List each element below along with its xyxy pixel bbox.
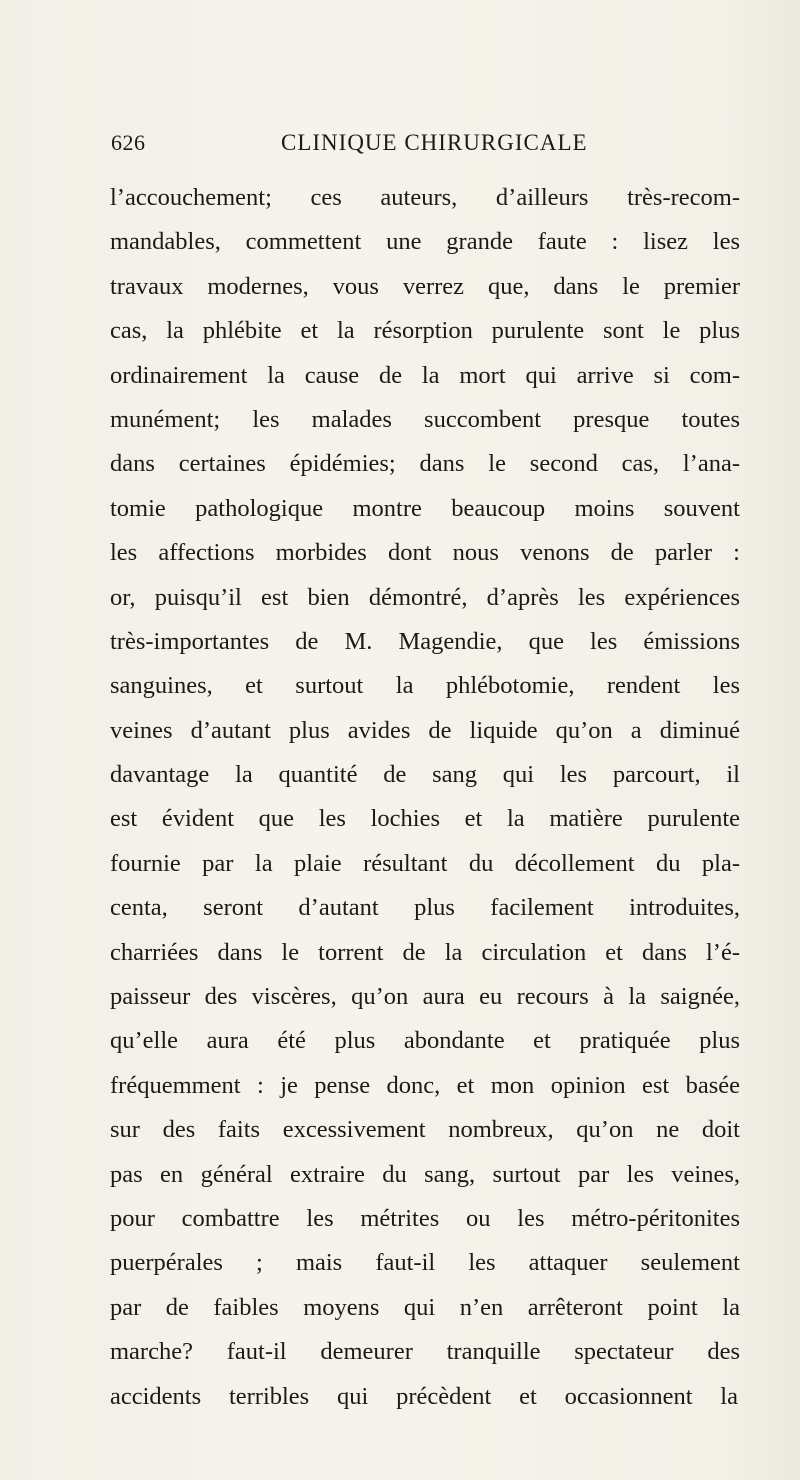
- text-line: est évident que les lochies et la matière purulente: [110, 805, 740, 833]
- text-line: tomie pathologique montre beaucoup moins souvent: [110, 494, 740, 522]
- text-line: marche? faut-il demeurer tranquille spectateur des: [110, 1338, 740, 1366]
- text-line: davantage la quantité de sang qui les parcourt, il: [110, 761, 740, 789]
- text-line: munément; les malades succombent presque toutes: [110, 405, 740, 433]
- body-text: [110, 176, 750, 1419]
- text-line: très-importantes de M. Magendie, que les émissions: [110, 627, 740, 655]
- text-line: dans certaines épidémies; dans le second cas, l’ana-: [110, 450, 740, 478]
- text-line: sur des faits excessivement nombreux, qu’on ne doit: [110, 1116, 740, 1144]
- text-line: cas, la phlébite et la résorption purulente sont le plus: [110, 317, 740, 345]
- text-line: accidents terribles qui précèdent et occasionnent la: [110, 1382, 738, 1410]
- text-line: pour combattre les métrites ou les métro-péritonites: [110, 1204, 740, 1232]
- text-line: or, puisqu’il est bien démontré, d’après les expériences: [110, 583, 740, 611]
- text-line: sanguines, et surtout la phlébotomie, rendent les: [110, 672, 740, 700]
- page-number: 626: [111, 130, 146, 155]
- text-line: par de faibles moyens qui n’en arrêteront point la: [110, 1293, 740, 1321]
- text-line: veines d’autant plus avides de liquide qu’on a diminué: [110, 716, 740, 744]
- text-line: charriées dans le torrent de la circulation et dans l’é-: [110, 938, 740, 966]
- text-line: centa, seront d’autant plus facilement introduites,: [110, 894, 740, 922]
- text-line: travaux modernes, vous verrez que, dans le premier: [110, 272, 740, 300]
- text-line: l’accouchement; ces auteurs, d’ailleurs très-recom-: [110, 184, 740, 211]
- text-line: pas en général extraire du sang, surtout par les veines,: [110, 1160, 740, 1188]
- text-line: paisseur des viscères, qu’on aura eu recours à la saignée,: [110, 983, 740, 1011]
- page-header: [111, 130, 711, 170]
- text-line: fréquemment : je pense donc, et mon opinion est basée: [110, 1071, 740, 1099]
- running-head: CLINIQUE CHIRURGICALE: [281, 130, 588, 155]
- text-line: fournie par la plaie résultant du décollement du pla-: [110, 849, 740, 877]
- text-line: ordinairement la cause de la mort qui arrive si com-: [110, 361, 740, 389]
- text-line: puerpérales ; mais faut-il les attaquer seulement: [110, 1249, 740, 1277]
- text-line: qu’elle aura été plus abondante et pratiquée plus: [110, 1027, 740, 1055]
- text-line: mandables, commettent une grande faute : lisez les: [110, 228, 740, 256]
- text-line: les affections morbides dont nous venons de parler :: [110, 539, 740, 567]
